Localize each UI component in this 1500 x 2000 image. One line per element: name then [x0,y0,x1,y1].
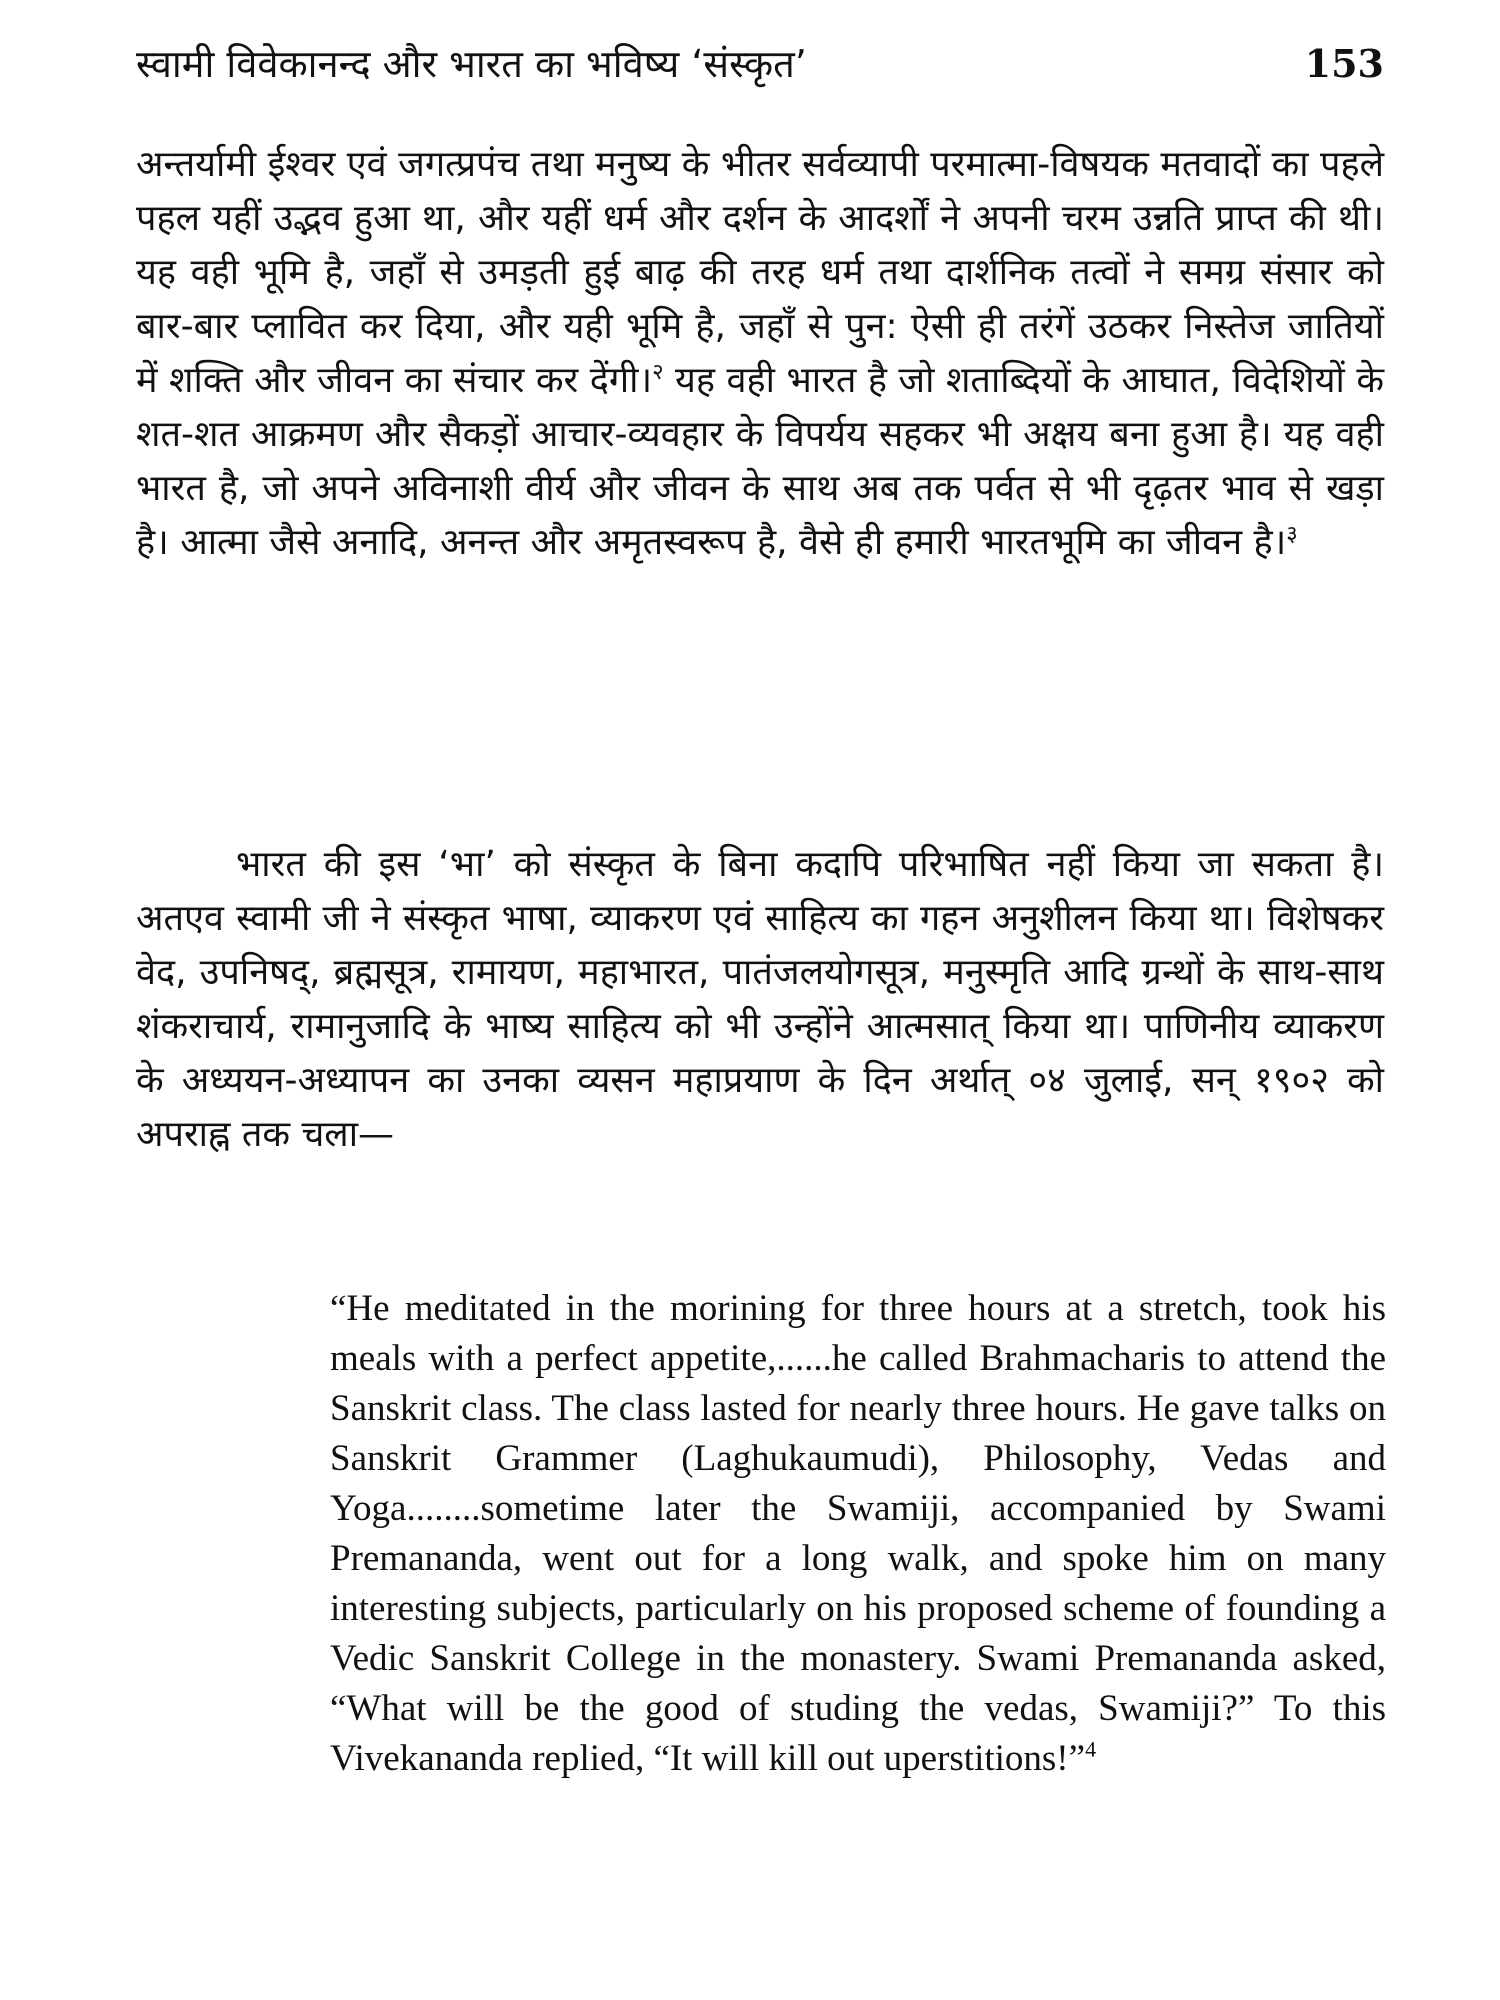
page-number: 153 [1304,41,1384,86]
paragraph-1-text-b: यह वही भारत है जो शताब्दियों के आघात, विदेशियों के शत-शत आक्रमण और सैकड़ों आचार-व्यवहार के विपर्यय सहकर भी अक्षय बना हुआ है। यह वही भारत है, जो अपने अविनाशी वीर्य और जीवन के साथ अब तक पर्वत से भी दृढ़तर भाव से खड़ा है। आत्मा जैसे अनादि, अनन्त और अमृतस्वरूप है, वैसे ही हमारी भारतभूमि का जीवन है। [136,360,1384,563]
footnote-marker-4: 4 [1085,1736,1097,1762]
block-quote-text: “He meditated in the morining for three hours at a stretch, took his meals with a perfect appetite,......he called Brahmacharis to attend the Sanskrit class. The class lasted for nearly three hours. He gave talks on Sanskrit Grammer (Laghukaumudi), Philosophy, Vedas and Yoga........sometime later the Swamiji, accompanied by Swami Premananda, went out for a long walk, and spoke him on many interesting subjects, particularly on his proposed scheme of founding a Vedic Sanskrit College in the monastery. Swami Premananda asked, “What will be the good of studing the vedas, Swamiji?” To this Vivekananda replied, “It will kill out uperstitions!” [330,1288,1386,1779]
paragraph-1 [136,138,1384,570]
paragraph-2 [136,838,1384,1162]
paragraph-1-text-a: अन्तर्यामी ईश्वर एवं जगत्प्रपंच तथा मनुष्य के भीतर सर्वव्यापी परमात्मा-विषयक मतवादों का पहले पहल यहीं उद्भव हुआ था, और यहीं धर्म और दर्शन के आदर्शों ने अपनी चरम उन्नति प्राप्त की थी। यह वही भूमि है, जहाँ से उमड़ती हुई बाढ़ की तरह धर्म तथा दार्शनिक तत्वों ने समग्र संसार को बार-बार प्लावित कर दिया, और यही भूमि है, जहाँ से पुन: ऐसी ही तरंगें उठकर निस्तेज जातियों में शक्ति और जीवन का संचार कर देंगी। [136,144,1384,401]
footnote-marker-3: ३ [1286,522,1298,547]
footnote-marker-2: २ [652,360,664,385]
paragraph-2-text: भारत की इस ‘भा’ को संस्कृत के बिना कदापि परिभाषित नहीं किया जा सकता है। अतएव स्वामी जी ने संस्कृत भाषा, व्याकरण एवं साहित्य का गहन अनुशीलन किया था। विशेषकर वेद, उपनिषद्, ब्रह्मसूत्र, रामायण, महाभारत, पातंजलयोगसूत्र, मनुस्मृति आदि ग्रन्थों के साथ-साथ शंकराचार्य, रामानुजादि के भाष्य साहित्य को भी उन्होंने आत्मसात् किया था। पाणिनीय व्याकरण के अध्ययन-अध्यापन का उनका व्यसन महाप्रयाण के दिन अर्थात् ०४ जुलाई, सन् १९०२ को अपराह्न तक चला— [136,844,1384,1155]
running-header [136,34,1384,94]
block-quote [330,1284,1386,1784]
running-title: स्वामी विवेकानन्द और भारत का भविष्य ‘संस्कृत’ [136,42,807,86]
